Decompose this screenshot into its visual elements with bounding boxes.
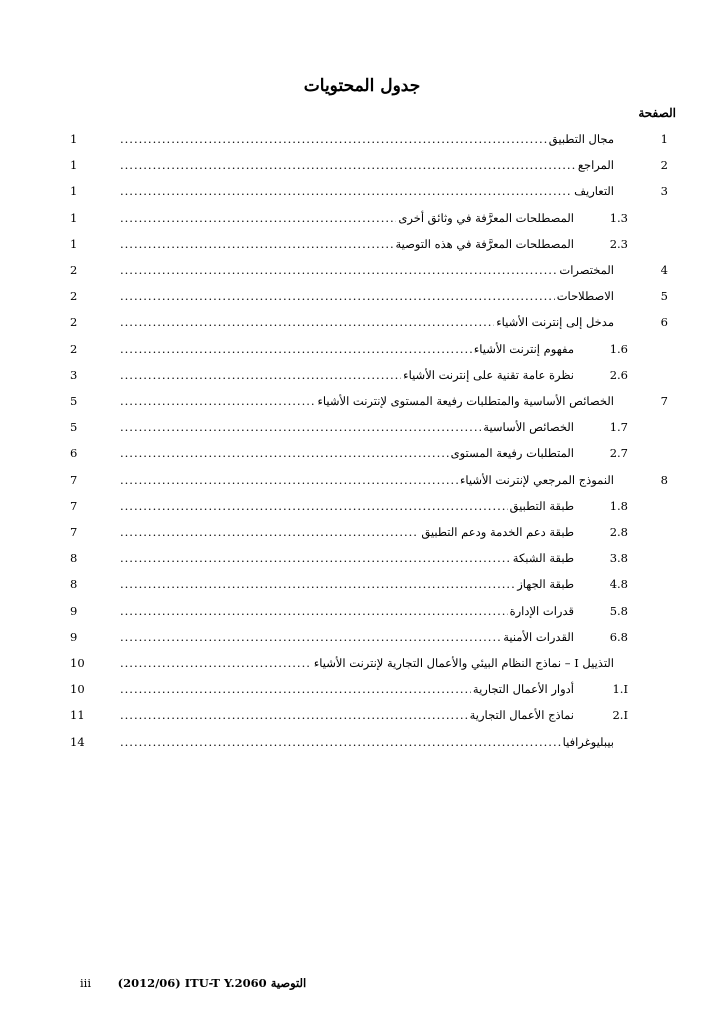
dot-leader [120,735,561,749]
dot-leader [120,132,547,146]
dot-leader [120,708,468,722]
toc-entry-page: 8 [70,551,78,565]
toc-entry-page: 2 [70,263,78,277]
toc-entry-page: 1 [70,184,78,198]
toc-entry-title: التعاريف [574,184,614,198]
toc-entry[interactable] [0,473,724,499]
toc-entry-number: 1.3 [609,211,628,225]
dot-leader [120,525,419,539]
toc-entry-page: 7 [70,499,78,513]
toc-entry-title: النموذج المرجعي لإنترنت الأشياء [459,473,614,487]
dot-leader [120,630,501,644]
toc-entry-title: نماذج الأعمال التجارية [469,708,574,722]
toc-entry-page: 8 [70,577,78,591]
toc-entry[interactable] [0,342,724,368]
toc-entry-title: المتطلبات رفيعة المستوى [450,446,574,460]
dot-leader [120,604,508,618]
toc-entry-number: 2.I [612,708,628,722]
toc-entry-title: مدخل إلى إنترنت الأشياء [496,315,614,329]
dot-leader [120,368,401,382]
toc-entry-page: 2 [70,342,78,356]
toc-entry[interactable] [0,211,724,237]
toc-entry-title: المختصرات [559,263,614,277]
toc-entry-title: طبقة دعم الخدمة ودعم التطبيق [421,525,574,539]
toc-entry-page: 5 [70,420,78,434]
toc-entry-title: المراجع [577,158,614,172]
toc-entry-title: الخصائص الأساسية والمتطلبات رفيعة المستوى لإنترنت الأشياء [317,394,614,408]
toc-entry-page: 7 [70,473,78,487]
toc-entry-number: 3.8 [609,551,628,565]
toc-entry-page: 3 [70,368,78,382]
toc-entry-title: القدرات الأمنية [503,630,574,644]
toc-entry[interactable] [0,577,724,603]
dot-leader [120,682,471,696]
dot-leader [120,420,481,434]
toc-entry-number: 7 [660,394,668,408]
toc-entry-number: 1 [660,132,668,146]
toc-entry-title: التذييل I – نماذج النظام البيئي والأعمال التجارية لإنترنت الأشياء [313,656,614,670]
dot-leader [120,551,511,565]
footer-recommendation: (2012/06) ITU-T Y.2060 التوصية [117,976,307,990]
toc-entry[interactable] [0,446,724,472]
toc-entry-number: 4 [660,263,668,277]
dot-leader [120,577,515,591]
toc-entry[interactable] [0,708,724,734]
dot-leader [120,499,508,513]
toc-entry-page: 11 [70,708,85,722]
toc-entry[interactable] [0,237,724,263]
toc-entry-number: 5 [660,289,668,303]
toc-entry[interactable] [0,604,724,630]
toc-entry-title: المصطلحات المعرَّفة في هذه التوصية [395,237,574,251]
toc-entry-number: 6.8 [609,630,628,644]
toc-entry-number: 2.7 [609,446,628,460]
toc-entry-title: طبقة التطبيق [509,499,574,513]
toc-entry-number: 8 [660,473,668,487]
toc-entry-page: 14 [70,735,85,749]
toc-entry-page: 1 [70,132,78,146]
toc-entry-page: 1 [70,211,78,225]
toc-entry-title: أدوار الأعمال التجارية [472,682,574,696]
toc-entry[interactable] [0,630,724,656]
toc-entry-title: طبقة الشبكة [512,551,574,565]
toc-entry-title: مفهوم إنترنت الأشياء [473,342,574,356]
toc-entry-page: 9 [70,630,78,644]
toc-entry-page: 10 [70,656,85,670]
toc-entry-number: 2.8 [609,525,628,539]
toc-entry[interactable] [0,158,724,184]
toc-entry[interactable] [0,132,724,158]
toc-entry-title: نظرة عامة تقنية على إنترنت الأشياء [403,368,574,382]
toc-entry[interactable] [0,525,724,551]
toc-entry-title: المصطلحات المعرَّفة في وثائق أخرى [398,211,574,225]
toc-entry-page: 9 [70,604,78,618]
toc-entry[interactable] [0,735,724,761]
dot-leader [120,473,458,487]
toc-entry-number: 1.6 [609,342,628,356]
toc-entry-number: 5.8 [609,604,628,618]
toc-entry[interactable] [0,263,724,289]
toc-entry-number: 1.8 [609,499,628,513]
dot-leader [120,394,316,408]
toc-entry-page: 5 [70,394,78,408]
dot-leader [120,263,557,277]
toc-entry-number: 2.6 [609,368,628,382]
dot-leader [120,342,472,356]
page-footer [80,976,306,990]
toc-entry[interactable] [0,289,724,315]
dot-leader [120,315,494,329]
toc-entry-number: 1.7 [609,420,628,434]
toc-entry-number: 2 [660,158,668,172]
toc-entry-title: الاصطلاحات [556,289,614,303]
footer-page-number: iii [80,976,92,990]
dot-leader [120,446,449,460]
toc-entry-title: بيبليوغرافيا [562,735,614,749]
toc-entry-page: 1 [70,237,78,251]
toc-entry-page: 1 [70,158,78,172]
toc-title: جدول المحتويات [303,76,421,96]
toc-entry-number: 3 [660,184,668,198]
dot-leader [120,237,393,251]
page-column-header: الصفحة [638,106,676,120]
toc-entry[interactable] [0,394,724,420]
toc-entry[interactable] [0,551,724,577]
toc-entry-title: الخصائص الأساسية [483,420,574,434]
toc-entry[interactable] [0,682,724,708]
toc-entry[interactable] [0,656,724,682]
toc-entry-number: 1.I [612,682,628,696]
dot-leader [120,158,576,172]
toc-entry-number: 4.8 [609,577,628,591]
dot-leader [120,289,555,303]
toc-entry-title: مجال التطبيق [548,132,614,146]
toc-entry[interactable] [0,420,724,446]
toc-entry-page: 2 [70,289,78,303]
toc-entry[interactable] [0,368,724,394]
toc-entry-title: قدرات الإدارة [509,604,574,618]
toc-entry-page: 2 [70,315,78,329]
toc-entry-number: 6 [660,315,668,329]
toc-entry[interactable] [0,184,724,210]
toc-entry-title: طبقة الجهاز [517,577,574,591]
toc-entry-number: 2.3 [609,237,628,251]
toc-entry[interactable] [0,315,724,341]
toc-entry-page: 10 [70,682,85,696]
dot-leader [120,656,312,670]
dot-leader [120,184,572,198]
toc-entry-page: 6 [70,446,78,460]
toc-entry[interactable] [0,499,724,525]
dot-leader [120,211,396,225]
toc-entry-page: 7 [70,525,78,539]
